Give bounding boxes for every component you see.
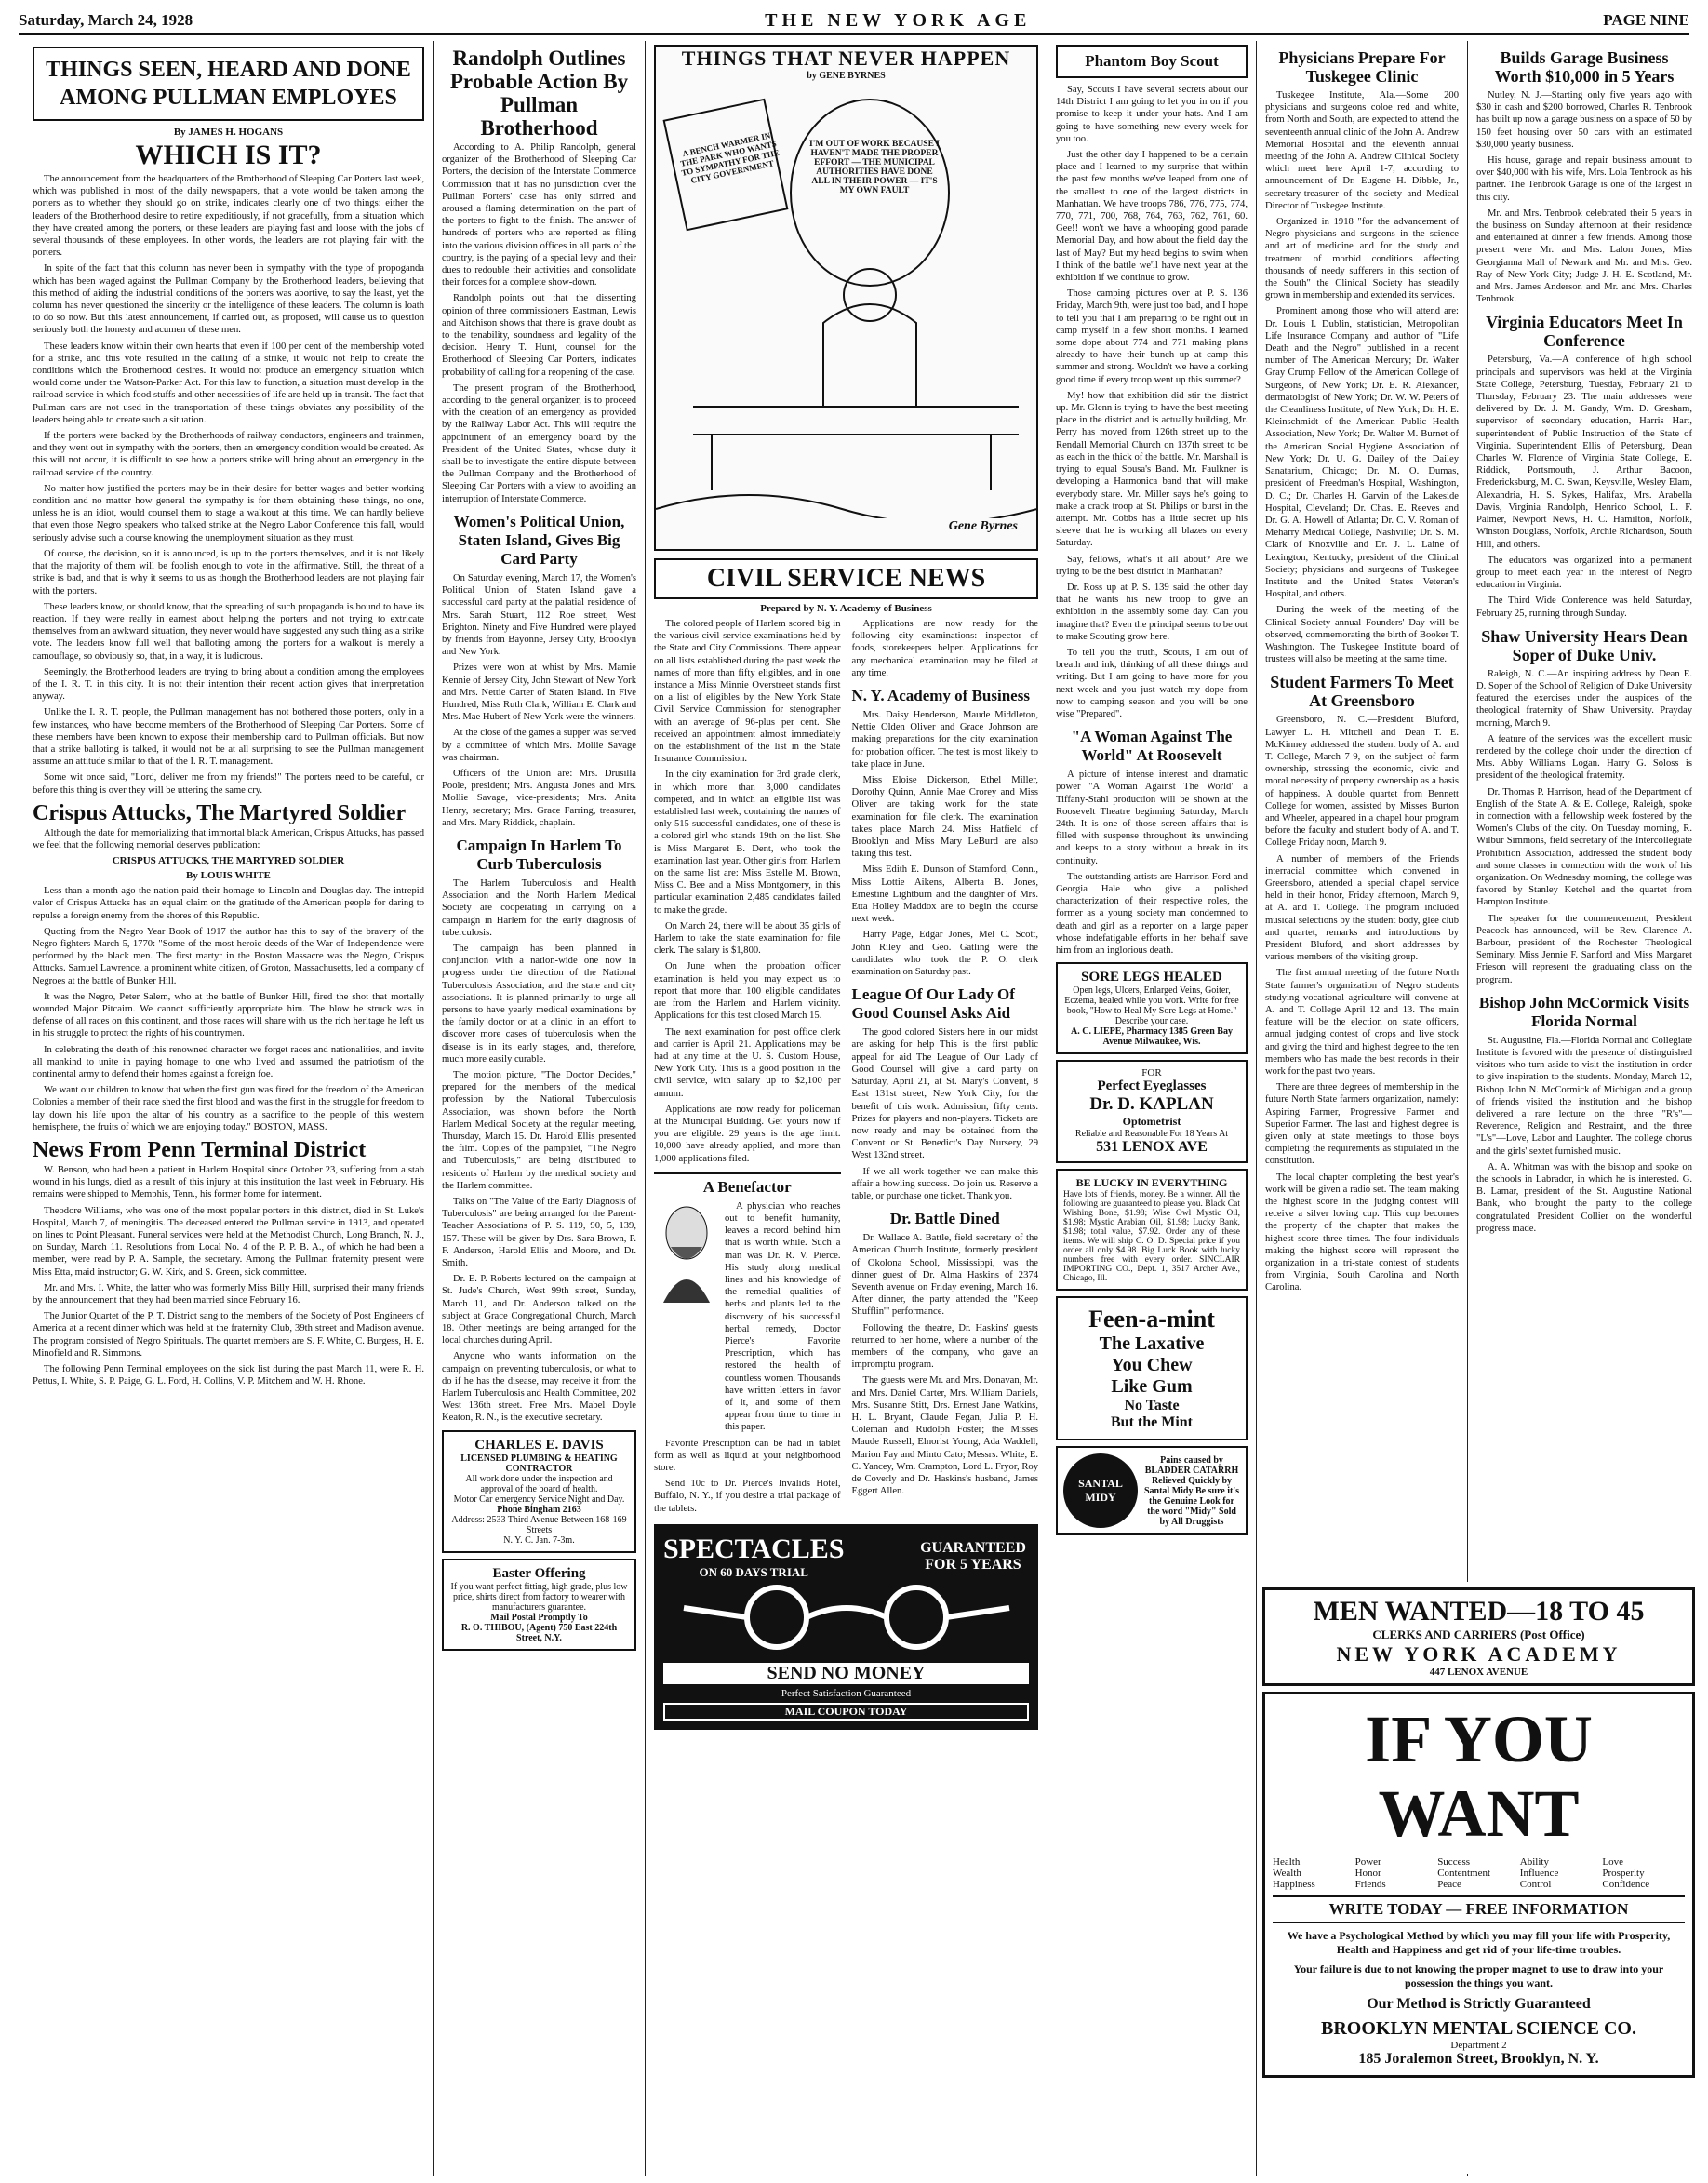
article-paragraph: The announcement from the headquarters of the Brotherhood of Sleeping Car Porters last week, which was published in most of the daily newspapers, that a vote would be taken among the porters as to whether they should go on strike, indicates clearly one of two things: either the leaders of the Brotherhood desire to retire expeditiously, if not gracefully, from a situation which they have created among the porters, or these leaders are playing fast and loose with the jobs of several thousands of these employees. In other words, the leaders are not playing fair with the porters. xyxy=(33,174,424,259)
want-word: Control xyxy=(1519,1879,1552,1890)
tuberculosis-heading: Campaign In Harlem To Curb Tuberculosis xyxy=(456,836,622,873)
article-paragraph: Some wit once said, "Lord, deliver me from my friends!" The porters need to be careful, or before this thing is over they will be uttering the same cry. xyxy=(33,772,424,796)
student-farmers-heading: Student Farmers To Meet At Greensboro xyxy=(1270,673,1454,711)
ad-line: R. O. THIBOU, (Agent) 750 East 224th Street, N.Y. xyxy=(460,1622,618,1643)
article-paragraph: Harry Page, Edgar Jones, Mel C. Scott, John Riley and Geo. Gatling were the candidates who took the P. O. clerk examination on Saturday past. xyxy=(851,930,1038,978)
article-paragraph: His house, garage and repair business amount to over $40,000 with his wife, Mrs. Lola Tenbrook as his partner. The Tenbrook Garage is one of the largest in this city. xyxy=(1476,155,1692,203)
article-paragraph: Talks on "The Value of the Early Diagnosis of Tuberculosis" are being arranged for the Parent-Teacher Associations of P. S. 119, 90, 5, 139, 157. These will be given by Drs. Sara Brown, P. F. Anderson, Harold Ellis and Moore, and Dr. Smith. xyxy=(442,1197,636,1269)
ad-line: Address: 2533 Third Avenue Between 168-169 Streets xyxy=(451,1514,627,1535)
article-paragraph: On March 24, there will be about 35 girls of Harlem to take the state examination for file clerk. The salary is $1,800. xyxy=(654,920,841,957)
article-paragraph: Those camping pictures over at P. S. 136 Friday, March 9th, were just too bad, and I hope to tell you that I am preparing to be right out in camp myself in a few short months. I learned some dope about 774 and 771 making plans already to have their bunch up at camp this summer and strong. Wouldn't we have a corking good time if every troop went up this summer? xyxy=(1056,288,1248,385)
ad-line: WRITE TODAY — FREE INFORMATION xyxy=(1273,1895,1685,1923)
article-paragraph: Dr. Ross up at P. S. 139 said the other day that he wants his new troop to give an exhibition in the assembly some day. Can you imagine that? Even the principal seems to be out to make Scouting grow here. xyxy=(1056,582,1248,642)
article-paragraph: Officers of the Union are: Mrs. Drusilla Poole, president; Mrs. Angusta Jones and Mrs. Mollie Savage, vice-presidents; Mrs. Anita Henry, secretary; Mrs. Grace Farring, treasurer, and Mrs. Mary Riddick, chaplain. xyxy=(442,768,636,828)
ad-line: Motor Car emergency Service Night and Day. xyxy=(453,1493,625,1505)
ad-title: IF YOU WANT xyxy=(1365,1702,1593,1851)
eyeglasses-icon xyxy=(665,1580,1028,1654)
tuskegee-heading: Physicians Prepare For Tuskegee Clinic xyxy=(1278,48,1446,86)
want-word: Prosperity xyxy=(1602,1868,1645,1879)
article-paragraph: The local chapter completing the best year's work will be given a radio set. The team making the highest score in the judging contest will receive a silver loving cup. This cup becomes the property of the chapter that makes the highest score three times. The four individuals making the highest score will represent the organization in a tri-state contest of students from Virginia, South Carolina and North Carolina. xyxy=(1265,1172,1459,1293)
article-paragraph: The outstanding artists are Harrison Ford and Georgia Hale who give a polished characterization of their respective roles, the former as a young society man condemned to death and girl as a reporter on a large paper whose indefatigable efforts in her behalf save him from an inglorious death. xyxy=(1056,871,1248,956)
be-lucky-ad xyxy=(1056,1169,1248,1291)
ad-title: Feen-a-mint xyxy=(1088,1306,1215,1333)
ad-title: BE LUCKY IN EVERYTHING xyxy=(1075,1176,1228,1190)
ad-title: MEN WANTED—18 TO 45 xyxy=(1313,1596,1645,1627)
article-paragraph: The present program of the Brotherhood, according to the general organizer, is to proceed with the creation of an emergency as provided by the Railway Labor Act. This will require the appointment of an emergency board by the President of the United States, whose duty it shall be to investigate the entire dispute between the Pullman Company and the Brotherhood of Sleeping Car Porters with a view to avoiding an interruption of Interstate Commerce. xyxy=(442,382,636,504)
want-words-grid xyxy=(1273,1856,1685,1890)
shaw-university-heading: Shaw University Hears Dean Soper of Duke Univ. xyxy=(1481,626,1688,664)
ad-line: Mail Postal Promptly To xyxy=(490,1612,588,1623)
text-column xyxy=(852,618,1039,1519)
article-paragraph: These leaders know, or should know, that the spreading of such propaganda is bound to have its reaction. If they were really in earnest about helping the porters and not trying to extricate themselves from an awkward situation, they never would have suggested any such thing as a strike vote. The leaders know full well that balloting among the porters for a walkout is merely a camouflage, so obviously so, that, in a way, it is ludicrous. xyxy=(33,601,424,662)
randolph-heading: Randolph Outlines Probable Action By Pullman Brotherhood xyxy=(449,47,629,140)
bottom-right-ads xyxy=(1257,1582,1701,2174)
davis-plumbing-ad xyxy=(442,1430,636,1553)
article-paragraph: The guests were Mr. and Mrs. Donavan, Mr. and Mrs. Daniel Carter, Mrs. William Daniels, Mrs. Susanne Stitt, Drs. Ernest Jane Watkins, H. L. Bryant, Claude Fegan, Julia P. H. Coleman and Rudolph Foster; the Misses Maude Russell, Elnorist Young, Ada Waddell, Marion Fay and Minto Cato; Messrs. White, E. C. Yancey, Wm. Crampton, Lord L. Fryor, Roy de Coverly and Dr. Haskins's husband, James Eggert Allen. xyxy=(851,1375,1038,1497)
mail-coupon-button[interactable]: MAIL COUPON TODAY xyxy=(663,1703,1029,1721)
hogans-heading-box xyxy=(33,47,424,121)
article-paragraph: Quoting from the Negro Year Book of 1917 the author has this to say of the bravery of the Negro fighters March 5, 1770: "Some of the most heroic deeds of the War of Independence were performed by the black men. The first martyr in the Boston Massacre was the Negro, Crispus Attucks. Samuel Lawrence, a prominent white citizen, of Groton, Massachusetts, led a company of Negroes at the battle of Bunker Hill. xyxy=(33,926,424,986)
article-paragraph: Dr. E. P. Roberts lectured on the campaign at St. Jude's Church, West 99th street, Sunday, March 11, and Dr. Anderson talked on the subject at Grace Congregational Church, March 18. Other meetings are being arranged for the local churches during April. xyxy=(442,1274,636,1346)
article-paragraph: Tuskegee Institute, Ala.—Some 200 physicians and surgeons coloe red and white, from North and South, are expected to attend the seventeenth annual clinic of the John A. Andrew Memorial Hospital and the eleventh annual meeting of the John A. Andrew Clinical Society which meet here April 1-7, according to announcement of Dr. Eugene H. Dibble, Jr., secretary-treasurer of the society and Medical Director of Tuskegee Institute. xyxy=(1265,90,1459,211)
spectacles-trial: ON 60 DAYS TRIAL xyxy=(699,1564,808,1579)
penn-heading: News From Penn Terminal District xyxy=(33,1138,367,1163)
ad-name: BROOKLYN MENTAL SCIENCE CO. xyxy=(1321,2018,1636,2039)
article-paragraph: Prominent among those who will attend are: Dr. Louis I. Dublin, statistician, Metropolitan Life Insurance Company and author of "Life Death and the Negro" published in a recent number of The American Mercury; Dr. Walter Gray Crump Fellow of the American College of Surgeons, of New York; Dr. E. R. Alexander, dermatologist of New York; Dr. W. W. Peters of the Cleanliness Institute, of New York; Dr. H. E. Kleinschmidt of the American Public Health Association, New York; Dr. Walter M. Burnet of the American Social Hygiene Association of New York; Dr. U. G. Dailey of the Dailey Sanatarium, Chicago; Dr. M. O. Dumas, president of Freedman's Hospital, Washington, D. C.; Dr. Charles H. Garvin of the Lakeside Hospital, Cleveland; Dr. Chas. E. Reeves and Dr. G. A. Howell of Atlanta; Dr. C. V. Roman of Meharry Medical College, Nashville; Dr. S. M. Clark of Knoxville and Dr. J. L. Laine of Lexington, Kentucky, president of the Clinical Society; physicians and surgeons of Tuskegee Institute and the United States Veteran's Hospital, and others. xyxy=(1265,306,1459,600)
ad-line: CLERKS AND CARRIERS (Post Office) xyxy=(1372,1627,1585,1641)
issue-date: Saturday, March 24, 1928 xyxy=(19,11,193,29)
ad-line: If you want perfect fitting, high grade, plus low price, shirts direct from factory to wearer with manufacturers guarantee. xyxy=(450,1581,628,1613)
want-word: Wealth xyxy=(1273,1868,1301,1879)
article-paragraph: On Saturday evening, March 17, the Women's Political Union of Staten Island gave a successful card party at the palatial residence of Mrs. Sarah Stuart, 112 Roe street, West Brighton. Ninety and Five Hundred were played by friends from Bayonne, Jersey City, Brooklyn and New York. xyxy=(442,572,636,658)
article-paragraph: In celebrating the death of this renowned character we forget races and nationalities, and invite all mankind to unite in paying homage to one who lived and assumed the patriotism of the continental army to defend their homes against a foreign foe. xyxy=(33,1044,424,1079)
article-paragraph: Randolph points out that the dissenting opinion of three commissioners Eastman, Lewis and Aitchison shows that there is grave doubt as to the tenability, soundness and legality of the decision. Henry T. Hunt, counsel for the Brotherhood of Sleeping Car Porters, indicates probability of calling for a reopening of the case. xyxy=(442,293,636,378)
article-paragraph: A physician who reaches out to benefit humanity, leaves a record behind him that is worth while. Such a man was Dr. R. V. Pierce. His study along medical lines and his knowledge of the remedial qualities of herbs and plants led to the discovery of his successful herbal remedy, Doctor Pierce's Favorite Prescription, which has restored the health of countless women. Thousands have written letters in favor of it, and some of them appear from time to time in this paper. xyxy=(725,1200,841,1433)
ad-line: FOR xyxy=(1141,1067,1162,1079)
virginia-educators-heading: Virginia Educators Meet In Conference xyxy=(1486,313,1683,351)
article-paragraph: W. Benson, who had been a patient in Harlem Hospital since October 23, suffering from a stab wound in his lungs, died as a result of this injury at this institution the last week in February. His remains were shipped to Memphis, Tenn., his former home for interment. xyxy=(33,1165,424,1200)
sore-legs-ad xyxy=(1056,962,1248,1054)
article-paragraph: The educators was organized into a permanent group to meet each year in the interest of Negro education in Virginia. xyxy=(1476,555,1692,591)
article-paragraph: Nutley, N. J.—Starting only five years ago with $30 in cash and $200 borrowed, Charles R. Tenbrook has built up now a garage business on a space of 50 by 150 feet housing over 50 cars with an estimated $30,000 yearly business. xyxy=(1476,90,1692,150)
ad-line: Perfect Eyeglasses xyxy=(1097,1078,1207,1094)
easter-offering-ad xyxy=(442,1559,636,1651)
article-paragraph: A feature of the services was the excellent music rendered by the college choir under the direction of Mrs. Abby Williams Logan. Harry G. Soloss is president of the theological fraternity. xyxy=(1476,733,1692,782)
article-paragraph: Favorite Prescription can be had in tablet form as well as liquid at your neighborhood store. xyxy=(654,1438,841,1473)
cartoon-title: THINGS THAT NEVER HAPPEN xyxy=(681,47,1011,70)
ad-line: A. C. LIEPE, Pharmacy 1385 Green Bay Avenue Milwaukee, Wis. xyxy=(1071,1026,1233,1048)
want-word: Love xyxy=(1602,1856,1623,1868)
santal-seal: SANTAL MIDY xyxy=(1063,1453,1138,1528)
ad-line: 447 LENOX AVENUE xyxy=(1429,1667,1528,1678)
ad-line: LICENSED PLUMBING & HEATING CONTRACTOR xyxy=(460,1453,618,1474)
want-word: Happiness xyxy=(1273,1879,1315,1890)
article-paragraph: The Third Wide Conference was held Saturday, February 25, running through Sunday. xyxy=(1476,596,1692,619)
crispus-heading: Crispus Attucks, The Martyred Soldier xyxy=(33,800,407,825)
ad-line: No Taste xyxy=(1124,1398,1180,1414)
article-paragraph: Miss Eloise Dickerson, Ethel Miller, Dorothy Quinn, Annie Mae Crorey and Miss Oliver are taking work for the state examination for file clerk. The examination takes place March 24. Miss Hatfield of Brooklyn and Miss Mary LeBurd are also taking this test. xyxy=(851,775,1038,860)
column-4 xyxy=(1047,41,1257,2176)
portrait-icon xyxy=(654,1200,719,1303)
if-you-want-ad xyxy=(1262,1692,1695,2078)
column-3 xyxy=(646,41,1047,2176)
want-word: Power xyxy=(1354,1856,1381,1868)
article-paragraph: Dr. Wallace A. Battle, field secretary of the American Church Institute, formerly president of Okolona School, Mississippi, was the dinner guest of Dr. Alma Haskins of 2374 Seventh avenue on Friday evening, March 16. After dinner, the party attended the "Keep Shufflin'" performance. xyxy=(851,1233,1038,1318)
cartoon-signature: Gene Byrnes xyxy=(948,519,1018,533)
send-no-money: SEND NO MONEY xyxy=(663,1663,1029,1684)
spectacles-satisfaction: Perfect Satisfaction Guaranteed xyxy=(781,1687,912,1699)
article-paragraph: Although the date for memorializing that immortal black American, Crispus Attucks, has passed we feel that the following memorial deserves publication: xyxy=(33,827,424,850)
article-paragraph: The next examination for post office clerk and carrier is April 21. Applications may be had at any time at the U. S. Custom House, New York City. This is a good position in the civil service, with salary up to $2,100 per annum. xyxy=(654,1026,841,1099)
kaplan-optometrist-ad xyxy=(1056,1060,1248,1163)
want-word: Contentment xyxy=(1437,1868,1491,1879)
ad-line: Open legs, Ulcers, Enlarged Veins, Goiter, Eczema, healed while you work. Write for free book, "How to Heal My Sore Legs at Home." Describe your case. xyxy=(1064,985,1239,1027)
article-paragraph: Just the other day I happened to be a certain place and I learned to my surprise that within the past few months we've leaped from one of the smallest to one of the largest districts in Manhattan. We have troops 786, 776, 775, 774, 770, 771, 700, 768, 764, 763, 762, 761, 60. Gee!! won't we have a whooping good parade Memorial Day, and how about the field day the last of May? But my head begins to swim when I think of the battle we'll have next year at the exhibition if we continue to grow. xyxy=(1056,150,1248,284)
article-paragraph: Applications are now ready for the following city examinations: inspector of foods, storekeepers helper. Applications for any mechanical examination may be filed at any time. xyxy=(851,619,1038,678)
feen-a-mint-ad xyxy=(1056,1296,1248,1440)
want-word: Peace xyxy=(1437,1879,1461,1890)
article-paragraph: In spite of the fact that this column has never been in sympathy with the type of propoganda which has been waged against the Pullman Company by the Brotherhood leaders, believing that this method of aiding the industrial conditions of the porters was abortive, to say the least, yet the column has never questioned the sincerity or the intelligence of these leaders. The column is loath to do so now. But this latest announcement, if carried out, as proposed, will cause us to question seriously both the honesty and acumen of these men. xyxy=(33,263,424,336)
article-paragraph: Raleigh, N. C.—An inspiring address by Dean E. D. Soper of the School of Religion of Duke University featured the exercises under the auspices of the theological fraternity of Shaw University. Prayday morning, March 9. xyxy=(1476,668,1692,729)
article-paragraph: Theodore Williams, who was one of the most popular porters in this district, died in St. Luke's Hospital, March 7, of meningitis. The deceased entered the Pullman service in 1913, and operated on lines to Point Pleasant. Funeral services were held at the Methodist Church, Long Branch, N. J., on Sunday, March 11. Resolutions from Local No. 4 of the P. P. B. A., of which he had been a member, were read by P. A. Sample, the secretary. Among the Pullman fraternity present were Miss Etta, maid instructor; G. W. Kirk, and S. Green, sick committee. xyxy=(33,1205,424,1278)
ad-line: Optometrist xyxy=(1122,1115,1181,1129)
ad-line: All work done under the inspection and approval of the board of health. xyxy=(465,1473,613,1494)
want-word: Friends xyxy=(1354,1879,1386,1890)
article-paragraph: Organized in 1918 "for the advancement of Negro physicians and surgeons in the science and art of medicine and for the study and treatment of morbid conditions affecting thousands of needy sufferers in this section of the South" the Clinical Society has steadily grown in membership and extended its services. xyxy=(1265,217,1459,301)
womens-union-heading: Women's Political Union, Staten Island, Gives Big Card Party xyxy=(453,512,625,568)
ad-line: The Laxative xyxy=(1099,1333,1205,1355)
article-paragraph: The good colored Sisters here in our midst are asking for help This is the first public appeal for aid The League of Our Lady of Good Counsel will give a card party on Saturday, April 21, at St. Mary's Convent, 8 East 131st street, New York City, for the benefit of this work. Admission, fifty cents. Prizes for players and non-players. Tickets are now ready and may be obtained from the Convent or St. Benedict's Day Nursery, 29 West 132nd street. xyxy=(851,1027,1038,1161)
ad-line: But the Mint xyxy=(1111,1414,1193,1431)
ad-line: Our Method is Strictly Guaranteed xyxy=(1367,1996,1591,2012)
article-paragraph: Mr. and Mrs. I. White, the latter who was formerly Miss Billy Hill, surprised their many friends by the announcement that they had been married since February 16. xyxy=(33,1282,424,1306)
paper-name: THE NEW YORK AGE xyxy=(765,9,1032,31)
text-column xyxy=(654,618,841,1519)
column-1 xyxy=(24,41,434,2176)
article-paragraph: Say, fellows, what's it all about? Are we trying to be the best district in Manhattan? xyxy=(1056,554,1248,577)
spectacles-title-group xyxy=(663,1533,845,1580)
ad-line: Like Gum xyxy=(1111,1376,1193,1398)
spectacles-header xyxy=(663,1533,1029,1580)
want-word: Influence xyxy=(1519,1868,1559,1879)
scout-heading: Phantom Boy Scout xyxy=(1085,52,1219,70)
cartoon-speech-bubble: I'M OUT OF WORK BECAUSE I HAVEN'T MADE THE PROPER EFFORT — THE MUNICIPAL AUTHORITIES HAVE DONE ALL IN THEIR POWER — IT'S MY OWN FAULT xyxy=(809,140,940,195)
bishop-heading: Bishop John McCormick Visits Florida Normal xyxy=(1478,993,1690,1030)
ad-line: We have a Psychological Method by which you may fill your life with Prosperity, Health and Happiness and get rid of your life-time troubles. xyxy=(1287,1929,1671,1956)
civil-service-heading: CIVIL SERVICE NEWS xyxy=(654,558,1038,599)
ad-title: Easter Offering xyxy=(492,1565,586,1581)
santal-midy-ad xyxy=(1056,1446,1248,1535)
article-paragraph: It was the Negro, Peter Salem, who at the battle of Bunker Hill, fired the shot that mortally wounded Major Pitcairn. We cannot sufficiently appropriate him. The blow he struck was in defense of all races on this continent, and those races will share with us the rich heritage he left us in his struggle to protect the rights of his countrymen. xyxy=(33,991,424,1039)
article-paragraph: There are three degrees of membership in the future North State farmers organization, namely: Aspiring Farmer, Progressive Farmer and Superior Farmer. The last and highest degree is given only at state meetings to those boys completing the requirements as stipulated in the constitution. xyxy=(1265,1082,1459,1167)
article-paragraph: A picture of intense interest and dramatic power "A Woman Against The World" a Tiffany-Stahl production will be shown at the Roosevelt Theatre beginning Saturday, March 24th. It is one of those screen affairs that is filled with suspense throughout its unwinding and keeps to a story without a break in its continuity. xyxy=(1056,770,1248,866)
cartoon-panel xyxy=(654,45,1038,551)
cartoon-byline: by GENE BYRNES xyxy=(807,71,886,81)
ad-line: Department 2 xyxy=(1450,2040,1507,2051)
article-paragraph: If we all work together we can make this affair a howling success. Do join us. Reserve a table, or purchase one ticket. Thank you. xyxy=(851,1166,1038,1201)
want-word: Honor xyxy=(1354,1868,1381,1879)
civil-service-body xyxy=(654,618,1038,1519)
article-paragraph: Less than a month ago the nation paid their homage to Lincoln and Douglas day. The intrepid valor of Crispus Attucks has an equal claim on the gratitude of the American people for daring to repulse a foreign enemy from the shores of this Republic. xyxy=(33,886,424,921)
benefactor-heading: A Benefactor xyxy=(654,1172,841,1197)
article-paragraph: The Harlem Tuberculosis and Health Association and the North Harlem Medical Society are cooperating in carrying on a campaign in Harlem for the early diagnosis of tuberculosis. xyxy=(442,877,636,938)
article-paragraph: Mrs. Daisy Henderson, Maude Middleton, Nettie Olden Oliver and Grace Johnson are making preparations for the city examination for probation officer. The test is most likely to take place in June. xyxy=(851,710,1038,770)
page-number: PAGE NINE xyxy=(1603,11,1689,29)
want-word: Ability xyxy=(1519,1856,1549,1868)
article-paragraph: Miss Edith E. Dunson of Stamford, Conn., Miss Lottie Aikens, Alberta B. Jones, Ernestine Lightburn and the daughter of Mrs. Etta Holley Maddox are to begin the course next week. xyxy=(851,864,1038,925)
ad-name: Dr. D. KAPLAN xyxy=(1089,1094,1214,1115)
ad-line: Pains caused by BLADDER CATARRH Relieved Quickly by Santal Midy Be sure it's the Genuine Look for the word "Midy" Sold by All Druggists xyxy=(1143,1454,1240,1527)
ad-line: N. Y. C. Jan. 7-3m. xyxy=(503,1534,575,1546)
article-paragraph: Say, Scouts I have several secrets about our 14th District I am going to let you in on if you promise to keep it under your hats. And I am going to have something new every week for you too. xyxy=(1056,85,1248,144)
article-paragraph: Following the theatre, Dr. Haskins' guests returned to her home, where a number of the members of the company, who gave an impromptu program. xyxy=(851,1322,1038,1371)
article-paragraph: To tell you the truth, Scouts, I am out of breath and ink, thinking of all these things and writing. But I am going to have more for you next week and you just watch my dope from now to camping season and you will be one wise "Prepared". xyxy=(1056,647,1248,719)
spectacles-guarantee: GUARANTEED FOR 5 YEARS xyxy=(920,1539,1026,1573)
article-paragraph: A number of members of the Friends interracial committee which convened in Greensboro, attended a special chapel service held in their honor, Friday afternoon, March 9, at A. and T. College. The program included musical selections by the student body, glee club and quartet, remarks and introductions by President Bluford, and short addresses by various members of the visiting group. xyxy=(1265,853,1459,963)
which-is-it-heading: WHICH IS IT? xyxy=(135,140,322,170)
article-paragraph: No matter how justified the porters may be in their desire for better wages and better working condition and no matter how general the sympathy is for them obtaining these things, no one, unless he is an idiot, would counsel them to stage a walkout at this time. We can hardly believe that even those Negro speakers who talked strike at the Negro Labor Conference this fall, would seriously advise such a course knowing the unemployment situation as they must. xyxy=(33,483,424,543)
men-wanted-ad xyxy=(1262,1587,1695,1686)
article-paragraph: The speaker for the commencement, President Peacock has announced, will be Rev. Clarence A. Barbour, president of the Rochester Theological Seminary. Miss Jennie F. Sanford and Miss Margaret Frieson will represent the graduating class on the program. xyxy=(1476,913,1692,985)
article-paragraph: Applications are now ready for policeman at the Municipal Building. Get yours now if you are eligible. 29 years is the age limit. 10,000 have already applied, and more than 1,000 applications filed. xyxy=(654,1104,841,1164)
academy-heading: N. Y. Academy of Business xyxy=(851,687,1030,705)
article-paragraph: Greensboro, N. C.—President Bluford, Lawyer L. H. Mitchell and Dean T. E. McKinney addressed the student body of A. and T. College, March 7-9, on the subject of farm ownership, stressing the economic, civic and moral necessity of property ownership as a basis of happiness. A double quartet from Bennett College for women, assisted by Misses Burton and Wheeler, appeared in a chapel hour program before the faculty and student body of A. and T. College Friday noon, March 9. xyxy=(1265,715,1459,849)
ad-line: Reliable and Reasonable For 18 Years At xyxy=(1074,1129,1229,1140)
article-paragraph: St. Augustine, Fla.—Florida Normal and Collegiate Institute is favored with the presence of distinguished visitors who turn aside to visit the institution in order to give inspiration to the students. Monday, March 12, Bishop John N. McCormick of Michigan and a group of friends visited the institution and the bishop delivered a rare lecture on the three "R's"—Reverence, Religion and Restraint, and the three "L's"—Love, Labor and Laughter. The college chorus and the girls' sextet furnished music. xyxy=(1476,1035,1692,1157)
article-paragraph: Petersburg, Va.—A conference of high school principals and supervisors was held at the Virginia State College, Petersburg, Tuesday, February 21 to Thursday, February 23. The main addresses were delivered by Dr. J. M. Gandy, Wm. D. Gresham, supervisor of secondary education, Harris Hart, superintendent of Public Instruction of the State of Virginia. Superintendent Ellis of Petersburg, Dean Charles W. Florence of Virginia State College, E. Riddick, Portsmouth, J. Arthur Bacoon, Fredericksburg, M. C. Swan, Keysville, Wesley Elam, Alexandria, H. S. Sykes, Halifax, Mrs. Arabella Davis, Virginia Randolph, Henrico School, L. F. Palmer, Newport News, H. C. Hamilton, Norfolk, Winston Douglass, Norfolk, Archie Richardson, South Hill, and others. xyxy=(1476,355,1692,550)
ad-line: Your failure is due to not knowing the proper magnet to use to draw into your possession the things you want. xyxy=(1293,1962,1664,1989)
ad-line: 531 LENOX AVE xyxy=(1096,1139,1208,1156)
article-paragraph: Mr. and Mrs. Tenbrook celebrated their 5 years in the business on Sunday afternoon at their residence and entertained at dinner a few friends. Among those present were Mr. and Mrs. Lalon Jones, Miss Georgianna Mall of Newark and Mr. and Mrs. Geo. Ray of New York City; Judge J. H. E. Scotland, Mr. and Mrs. James Anderson and Mr. and Mrs. Charles Tenbrook. xyxy=(1476,208,1692,305)
article-paragraph: On June when the probation officer examination is held you may expect us to report that more than 100 eligible candidates are from the Harlem and Harlem vicinity. Applications for this test closed March 15. xyxy=(654,961,841,1022)
ad-line: 185 Joralemon Street, Brooklyn, N. Y. xyxy=(1358,2051,1599,2067)
column-2 xyxy=(434,41,646,2176)
article-paragraph: Seemingly, the Brotherhood leaders are trying to bring about a condition among the employees of the I. R. T. in this city. It is not their intention their recent action gives that interpretation anyway. xyxy=(33,666,424,703)
article-paragraph: Unlike the I. R. T. people, the Pullman management has not bothered those porters, only in a few instances, who have become members of the Brotherhood of Sleeping Car Porters. Some of these members have been known to expose their membership card to Pullman officials. But now that a strike balloting is talked, it would not be at all surprising to see the Pullman management assume an attitude similar to that of the I. R. T. management. xyxy=(33,707,424,768)
article-paragraph: During the week of the meeting of the Clinical Society annual Founders' Day will be observed, commemorating the birth of Booker T. Washington. The Tuskegee Institute board of trustees will also be meeting at the same time. xyxy=(1265,605,1459,665)
cartoon-sign: A BENCH WARMER IN THE PARK WHO WANTS TO SYMPATHY FOR THE CITY GOVERNMENT xyxy=(679,130,781,186)
spectacles-title: SPECTACLES xyxy=(663,1533,845,1564)
crispus-byline: By LOUIS WHITE xyxy=(186,870,271,882)
article-paragraph: In the city examination for 3rd grade clerk, in which more than 3,000 candidates competed, and in which an eligible list was established last week, containing the names of only 515 successful candidates, one of these is a colored girl who stands 19th on the list. She is Miss Margaret B. Dent, who took the examination last year. Other girls from Harlem on the same list are: Miss Estelle M. Brown, Miss C. Bee and a Miss Montgomery, in this particular examination 2,485 candidates failed to make the grade. xyxy=(654,770,841,916)
article-paragraph: According to A. Philip Randolph, general organizer of the Brotherhood of Sleeping Car Porters, the decision of the Interstate Commerce Commission that it has no jurisdiction over the Pullman Porters' case has only stirred and aroused a flaming determination on the part of the porters to fight to the finish. The answer of hundreds of porters who are reported as filing into the various division offices in all parts of the country, is the paying of a special levy and their dues to redouble their activities and consolidate their forces for a complete show-down. xyxy=(442,142,636,288)
lady-good-counsel-heading: League Of Our Lady Of Good Counsel Asks Aid xyxy=(851,985,1015,1023)
article-paragraph: Anyone who wants information on the campaign on preventing tuberculosis, or what to do if he has the disease, may receive it from the Harlem Tuberculosis and Health Committee, 202 West 136th street. Free Mrs. Mabel Doyle Keaton, R. N., is the executive secretary. xyxy=(442,1351,636,1424)
woman-against-world-heading: "A Woman Against The World" At Roosevelt xyxy=(1071,728,1233,765)
want-word: Health xyxy=(1273,1856,1301,1868)
article-paragraph: My! how that exhibition did stir the district up. Mr. Glenn is trying to have the best meeting place in the district and is actually building, Mr. Perry has moved from 126th street up to the Rendall Memorial Church on 137th street to be as each in the thick of the battle. Mr. Marshall is trying to equal Sousa's Band. Mr. Faulkner is developing a Harmonica band that will make everybody stare. Mr. Miller says he's going to make a crack troop at St. Philips or burst in the attempt. Mr. Cobbs has a little secret up his sleeve that he is working all blazes on every Saturday. xyxy=(1056,390,1248,549)
ad-line: NEW YORK ACADEMY xyxy=(1336,1642,1621,1666)
spectacles-ad xyxy=(654,1524,1038,1730)
civil-service-byline: Prepared by N. Y. Academy of Business xyxy=(760,603,932,614)
article-paragraph: We want our children to know that when the first gun was fired for the freedom of the American Colonies a member of their race shed the first blood and was the first in the struggle for freedom to lay down his life upon the altar of his country as a sacrifice to the people of this western hemisphere, the fruits of which we are enjoying today." BOSTON, MASS. xyxy=(33,1085,424,1132)
article-paragraph: The Junior Quartet of the P. T. District sang to the members of the Society of Post Engineers of America at a recent dinner which was held at the fraternity Club, 39th street and Madison avenue. The program consisted of Negro Spirituals. The quartet members are S. F. White, C. Burgess, H. E. Minofield and R. Simmons. xyxy=(33,1311,424,1359)
article-paragraph: The colored people of Harlem scored big in the various civil service examinations held by the State and City Commissions. There appear on all lists established during the past week the names of more than fifty eligibles, and in one instance a Miss Minnie Overstreet stands first on a list of eligibles by the New York State Civil Service Commission for stenographer with an average of 96-plus per cent. She received an appointment almost immediately on the establishment of the list in the State Insurance Commission. xyxy=(654,619,841,765)
article-paragraph: If the porters were backed by the Brotherhoods of railway conductors, engineers and trainmen, and they went out in sympathy with the porters, then an emergency condition would be created. As this will not occur, it is difficult to see how a porters strike will bring about an emergency in the railroad service of the country. xyxy=(33,431,424,478)
ad-title: SORE LEGS HEALED xyxy=(1081,970,1222,985)
article-paragraph: A. A. Whitman was with the bishop and spoke on the schools in Labrador, in which he is interested. G. B. Lamar, president of the St. Augustine National Bank, who brought the party to the college congratulated President Collier on the wonderful progress made. xyxy=(1476,1161,1692,1234)
scout-heading-box xyxy=(1056,45,1248,78)
ad-line: You Chew xyxy=(1111,1355,1193,1376)
want-word: Success xyxy=(1437,1856,1471,1868)
article-paragraph: The following Penn Terminal employees on the sick list during the past March 11, were R. H. Pettus, I. White, S. P. Paige, G. L. Ford, H. Collins, V. P. Mitchem and W. H. Rhone. xyxy=(33,1364,424,1387)
hogans-byline: By JAMES H. HOGANS xyxy=(173,127,284,138)
want-word: Confidence xyxy=(1602,1879,1650,1890)
article-paragraph: The first annual meeting of the future North State farmer's organization of Negro students studying vocational agriculture will convene at A. and T. College April 12 and 13. The main feature will be the election on state officers, annual judging contest of crops and live stock and giving the third and highest degree to the ten members who has made the best records in their work for the past two years. xyxy=(1265,968,1459,1078)
ad-line: Have lots of friends, money. Be a winner. All the following are guaranteed to please you. Black Cat Wishing Bone, $1.98; Wise Owl Mystic Oil, $1.98; Mystic Arabian Oil, $1.98; Lucky Bank, $1.98; total value, $7.92. Order any of these items. We will ship C. O. D. Special price if you order all only $4.98. Big Luck Book with lucky numbers free with every order. SINCLAIR IMPORTING CO., Dept. 1, 3517 Archer Ave., Chicago, Ill. xyxy=(1063,1190,1240,1284)
article-paragraph: Prizes were won at whist by Mrs. Mamie Kennie of Jersey City, John Stewart of New York and Mrs. Nettie Carter of Staten Island. In Five Hundred, Miss Ruth Clark, William E. Clark and Mrs. Mae Hubert of New York were the winners. xyxy=(442,663,636,723)
masthead xyxy=(19,7,1689,35)
battle-dined-heading: Dr. Battle Dined xyxy=(889,1210,1000,1228)
article-paragraph: Dr. Thomas P. Harrison, head of the Department of English of the State A. & E. College, Raleigh, spoke in connection with a fellowship week fostered by the Women's Clubs of the city. On Tuesday morning, R. Wilbur Simmons, field secretary of the Intercollegiate Prohibition Association, addressed the student body and some classes in connection with the work of his organization. On Wednesday morning, the college was favored by Stanley Ketchel and the quartet from Hampton Institute. xyxy=(1476,786,1692,908)
article-paragraph: The motion picture, "The Doctor Decides," prepared for the members of the medical profession by the National Tuberculosis Association, was shown before the North Harlem Medical Society at the regular meeting, Thursday, March 15. Dr. Harold Ellis presented the film. Copies of the pamphlet, "The Negro and Tuberculosis," are being distributed to residents of Harlem by the medical society and the Harlem committee. xyxy=(442,1070,636,1191)
article-paragraph: Send 10c to Dr. Pierce's Invalids Hotel, Buffalo, N. Y., if you desire a trial package of the tablets. xyxy=(654,1479,841,1514)
article-paragraph: Of course, the decision, so it is announced, is up to the porters themselves, and it is not likely that the majority of them will be foolish enough to vote in the affirmative. Still, the threat of a strike is bad, and that is why it seems to us as though the Brotherhood leaders are not playing fair with the porters. xyxy=(33,548,424,596)
garage-heading: Builds Garage Business Worth $10,000 in 5 Years xyxy=(1494,48,1675,86)
article-paragraph: The campaign has been planned in conjunction with a nation-wide one now in progress under the direction of the National Tuberculosis Association, and the state and city associations. It is planned primarily to urge all persons to have yearly medical examinations by the family doctor or at a clinic in an effort to discover more cases of tuberculosis when the disease is in its early stages, and, therefore, much more easily curable. xyxy=(442,943,636,1065)
article-paragraph: At the close of the games a supper was served by a committee of which Mrs. Mollie Savage was chairman. xyxy=(442,728,636,763)
article-paragraph: These leaders know within their own hearts that even if 100 per cent of the membership voted for a strike, and this vote resulted in the calling of a strike, it would not help to create the conditions which the Brotherhood desires. It would not produce an emergency situation which would come under the Watson-Parker Act. For this law to function, a situation must develop in the railroad service in which food stuffs and other necessities of life are held up in transit. The fact that Pullman cars are not used in the transportation of these things obviates any possibility of the leaders being able to create such a situation. xyxy=(33,341,424,425)
hogans-title: THINGS SEEN, HEARD AND DONE AMONG PULLMAN EMPLOYES xyxy=(46,58,411,110)
crispus-subheading: CRISPUS ATTUCKS, THE MARTYRED SOLDIER xyxy=(112,855,345,867)
benefactor-block xyxy=(654,1200,841,1438)
ad-line: Phone Bingham 2163 xyxy=(497,1504,581,1515)
ad-name: CHARLES E. DAVIS xyxy=(474,1437,604,1453)
